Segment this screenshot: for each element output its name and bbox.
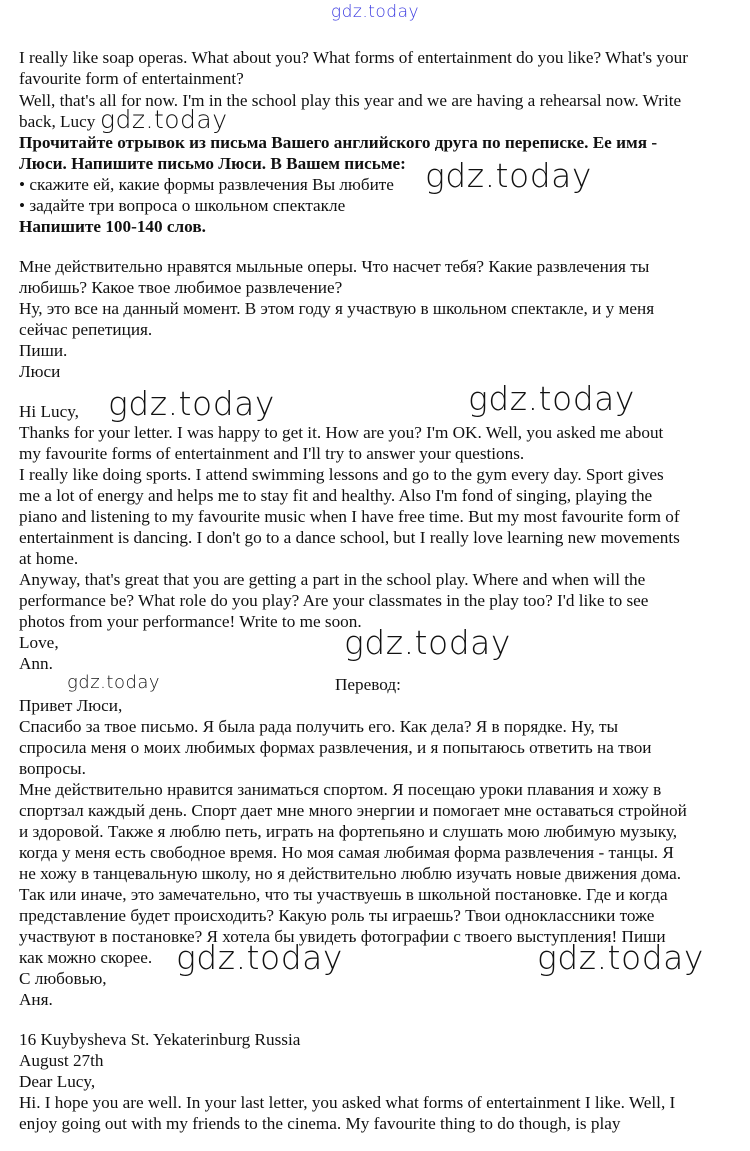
watermark: gdz.today: [176, 938, 343, 977]
text-line: как можно скорее.: [19, 948, 153, 967]
text-line: piano and listening to my favourite music when I have free time. But my most favourite form of: [19, 507, 680, 526]
text-line: Люси: [19, 362, 61, 381]
watermark: gdz.today: [108, 384, 275, 423]
signature: Аня.: [19, 990, 53, 1009]
watermark: gdz.today: [344, 623, 511, 662]
text-line: не хожу в танцевальную школу, но я действительно люблю изучать новые движения дома.: [19, 864, 682, 883]
greeting: Hi Lucy,: [19, 402, 79, 421]
text-line: at home.: [19, 549, 79, 568]
text-line: Well, that's all for now. I'm in the school play this year and we are having a rehearsal now. Write: [19, 91, 682, 110]
text-line: Hi. I hope you are well. In your last letter, you asked what forms of entertainment I like. Well, I: [19, 1093, 676, 1112]
header-watermark: gdz.today: [330, 2, 420, 22]
text-line: I really like soap operas. What about you? What forms of entertainment do you like? What's your: [19, 48, 688, 67]
text-line: сейчас репетиция.: [19, 320, 153, 339]
closing: Love,: [19, 633, 59, 652]
text-line: спросила меня о моих любимых формах развлечения, и я попытаюсь ответить на твои: [19, 738, 652, 757]
text-line: entertainment is dancing. I don't go to a dance school, but I really love learning new movements: [19, 528, 680, 547]
watermark: gdz.today: [100, 105, 228, 134]
text-line: Спасибо за твое письмо. Я была рада получить его. Как дела? Я в порядке. Ну, ты: [19, 717, 619, 736]
text-line: I really like doing sports. I attend swimming lessons and go to the gym every day. Sport gives: [19, 465, 664, 484]
text-line: Пиши.: [19, 341, 68, 360]
text-line: Anyway, that's great that you are getting a part in the school play. Where and when will the: [19, 570, 646, 589]
text-line: Thanks for your letter. I was happy to get it. How are you? I'm OK. Well, you asked me about: [19, 423, 664, 442]
text-line: Так или иначе, это замечательно, что ты участвуешь в школьной постановке. Где и когда: [19, 885, 668, 904]
date: August 27th: [19, 1051, 104, 1070]
text-line: когда у меня есть свободное время. Но моя самая любимая форма развлечения - танцы. Я: [19, 843, 674, 862]
watermark: gdz.today: [67, 672, 161, 693]
text-line: спортзал каждый день. Спорт дает мне много энергии и помогает мне оставаться стройной: [19, 801, 687, 820]
watermark: gdz.today: [468, 379, 635, 418]
text-line: участвуют в постановке? Я хотела бы увидеть фотографии с твоего выступления! Пиши: [19, 927, 666, 946]
greeting: Dear Lucy,: [19, 1072, 96, 1091]
task-line: Прочитайте отрывок из письма Вашего английского друга по переписке. Ее имя -: [19, 133, 658, 152]
text-line: back, Lucy: [19, 112, 96, 131]
watermark: gdz.today: [425, 156, 592, 195]
task-line: Люси. Напишите письмо Люси. В Вашем письме:: [19, 154, 406, 173]
text-line: любишь? Какое твое любимое развлечение?: [19, 278, 343, 297]
text-line: Ну, это все на данный момент. В этом году я участвую в школьном спектакле, и у меня: [19, 299, 655, 318]
translation-heading: Перевод:: [335, 675, 401, 694]
text-line: enjoy going out with my friends to the cinema. My favourite thing to do though, is play: [19, 1114, 621, 1133]
task-bullet: • задайте три вопроса о школьном спектакле: [19, 196, 346, 215]
text-line: и здоровой. Также я люблю петь, играть на фортепьяно и слушать мою любимую музыку,: [19, 822, 678, 841]
signature: Ann.: [19, 654, 53, 673]
task-bullet: • скажите ей, какие формы развлечения Вы любите: [19, 175, 394, 194]
text-line: Мне действительно нравятся мыльные оперы. Что насчет тебя? Какие развлечения ты: [19, 257, 650, 276]
task-word-count: Напишите 100-140 слов.: [19, 217, 206, 236]
text-line: me a lot of energy and helps me to stay fit and healthy. Also I'm fond of singing, playing the: [19, 486, 653, 505]
text-line: вопросы.: [19, 759, 86, 778]
greeting: Привет Люси,: [19, 696, 123, 715]
text-line: представление будет происходить? Какую роль ты играешь? Твои одноклассники тоже: [19, 906, 655, 925]
address: 16 Kuybysheva St. Yekaterinburg Russia: [19, 1030, 301, 1049]
watermark: gdz.today: [537, 938, 704, 977]
text-line: photos from your performance! Write to me soon.: [19, 612, 362, 631]
closing: С любовью,: [19, 969, 107, 988]
text-line: my favourite forms of entertainment and I'll try to answer your questions.: [19, 444, 525, 463]
text-line: Мне действительно нравится заниматься спортом. Я посещаю уроки плавания и хожу в: [19, 780, 662, 799]
text-line: favourite form of entertainment?: [19, 69, 244, 88]
text-line: performance be? What role do you play? Are your classmates in the play too? I'd like to see: [19, 591, 649, 610]
